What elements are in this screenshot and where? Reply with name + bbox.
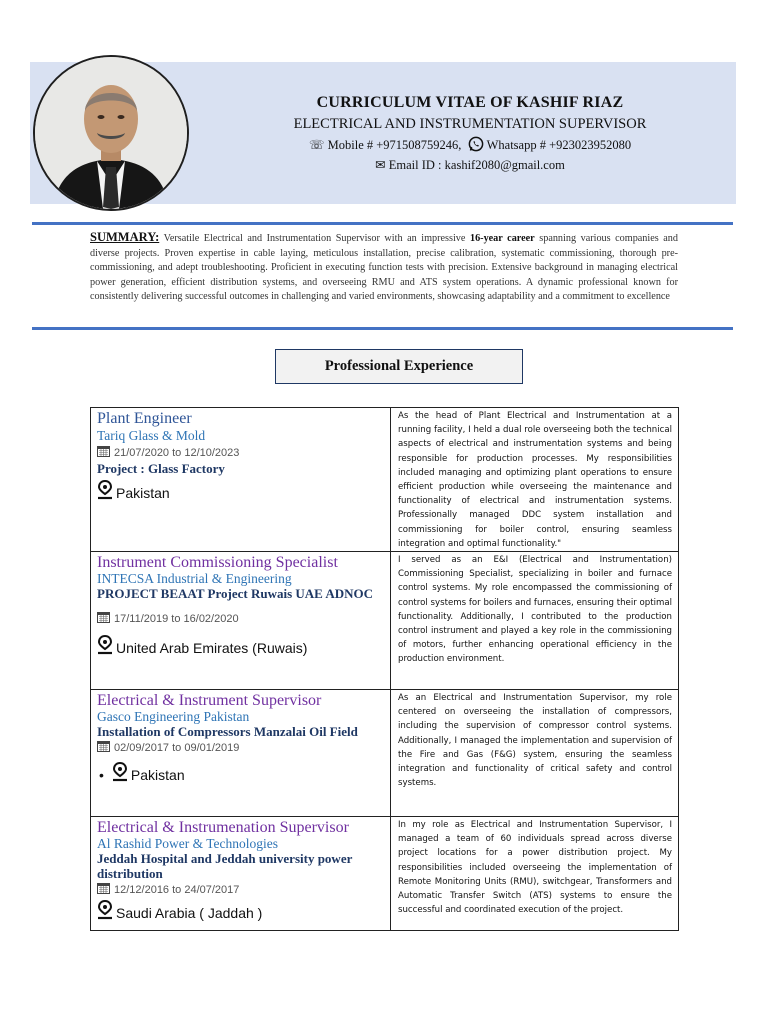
role-description: As the head of Plant Electrical and Instrumentation at a running facility, I held a dual role overseeing both the technical aspects of electrical and instrumentation systems and being responsible for production processes. My responsibilities included managing and optimizing plant operations to ensure efficient production while overseeing the maintenance and functionality of electrical and instrumentation systems. Professionally managed DDC system installation and commissioning for boiler control, ensuring seamless integration and optimal functionality."	[391, 408, 679, 552]
profile-photo	[33, 55, 189, 211]
divider-top	[32, 222, 733, 225]
summary-heading: SUMMARY:	[90, 230, 160, 244]
summary-paragraph: SUMMARY: Versatile Electrical and Instrumentation Supervisor with an impressive 16-year career spanning various companies and diverse projects. Proven expertise in cable laying, meticulous installation, precise calibration, systematic commissioning, thorough pre-commissioning, and adept troubleshooting. Proficient in executing function tests with precision. Extensive background in managing electrical power generation, efficient distribution systems, and overseeing RMU and ATS system operations. A dynamic professional known for consistently delivering successful outcomes in challenging and varied environments, showcasing adaptability and a commitment to excellence	[90, 230, 678, 303]
role-description: I served as an E&I (Electrical and Instrumentation) Commissioning Specialist, specializing in boiler and furnace control systems. My role encompassed the commissioning of control systems for boilers and furnaces, ensuring their optimal functionality. Additionally, I contributed to the production control instrument and played a key role in the commissioning of motors, further enhancing operational efficiency in the production environment.	[391, 552, 679, 690]
contact-line	[200, 136, 740, 153]
company-name: Gasco Engineering Pakistan	[97, 709, 250, 725]
project-name: Project : Glass Factory	[97, 461, 225, 476]
mobile-number: Mobile # +971508759246,	[327, 138, 462, 152]
location: Pakistan	[116, 485, 170, 501]
envelope-icon: ✉	[375, 158, 386, 172]
date-range: 21/07/2020 to 12/10/2023	[114, 447, 240, 459]
role-title: Electrical & Instrument Supervisor	[97, 692, 322, 710]
location-pin-icon	[97, 900, 113, 920]
company-name: INTECSA Industrial & Engineering	[97, 571, 292, 587]
calendar-icon	[97, 883, 110, 894]
role-description: As an Electrical and Instrumentation Supervisor, my role centered on overseeing the installation of compressors, including the supervision of compressor control systems. Additionally, I managed the implementation and supervision of the Fire and Gas (F&G) system, ensuring the seamless integration and functionality of critical safety and control systems.	[391, 690, 679, 817]
role-description: In my role as Electrical and Instrumentation Supervisor, I managed a team of 60 individuals spread across diverse project locations for a power distribution project. My responsibilities included overseeing the implementation of Remote Monitoring Units (RMU), switchgear, Transformers and Automatic Transfer Switch (ATS) systems to ensure the successful and coordinated execution of the project.	[391, 817, 679, 931]
calendar-icon	[97, 612, 110, 623]
date-range: 17/11/2019 to 16/02/2020	[114, 613, 239, 626]
project-name: Jeddah Hospital and Jeddah university power distribution	[97, 851, 353, 882]
bullet-icon: •	[99, 767, 104, 784]
company-name: Al Rashid Power & Technologies	[97, 836, 279, 852]
experience-row	[91, 817, 679, 931]
divider-bottom	[32, 327, 733, 330]
date-range: 12/12/2016 to 24/07/2017	[114, 884, 240, 897]
location: Pakistan	[130, 767, 185, 784]
location-pin-icon	[97, 635, 113, 655]
phone-icon: ☏	[308, 138, 325, 152]
location-pin-icon	[112, 762, 128, 782]
project-name: Installation of Compressors Manzalai Oil Field	[97, 724, 358, 740]
role-title: Electrical & Instrumenation Supervisor	[97, 819, 349, 837]
role-title: Instrument Commissioning Specialist	[97, 554, 338, 572]
project-name: PROJECT BEAAT Project Ruwais UAE ADNOC	[97, 586, 374, 602]
experience-table	[90, 407, 679, 931]
job-title: ELECTRICAL AND INSTRUMENTATION SUPERVISOR	[293, 116, 647, 132]
email-address: Email ID : kashif2080@gmail.com	[388, 158, 565, 172]
whatsapp-icon	[468, 136, 484, 152]
location: United Arab Emirates (Ruwais)	[116, 640, 308, 657]
whatsapp-number: Whatsapp # +923023952080	[486, 138, 632, 152]
experience-row	[91, 552, 679, 690]
role-title: Plant Engineer	[97, 410, 192, 427]
email-line	[200, 157, 740, 173]
section-title: Professional Experience	[275, 349, 523, 384]
location: Saudi Arabia ( Jaddah )	[116, 905, 263, 922]
calendar-icon	[97, 741, 110, 752]
date-range: 02/09/2017 to 09/01/2019	[114, 742, 240, 755]
calendar-icon	[97, 446, 110, 457]
experience-row	[91, 690, 679, 817]
cv-title: CURRICULUM VITAE OF KASHIF RIAZ	[316, 94, 624, 111]
company-name: Tariq Glass & Mold	[97, 428, 206, 443]
experience-row	[91, 408, 679, 552]
location-pin-icon	[97, 480, 113, 500]
